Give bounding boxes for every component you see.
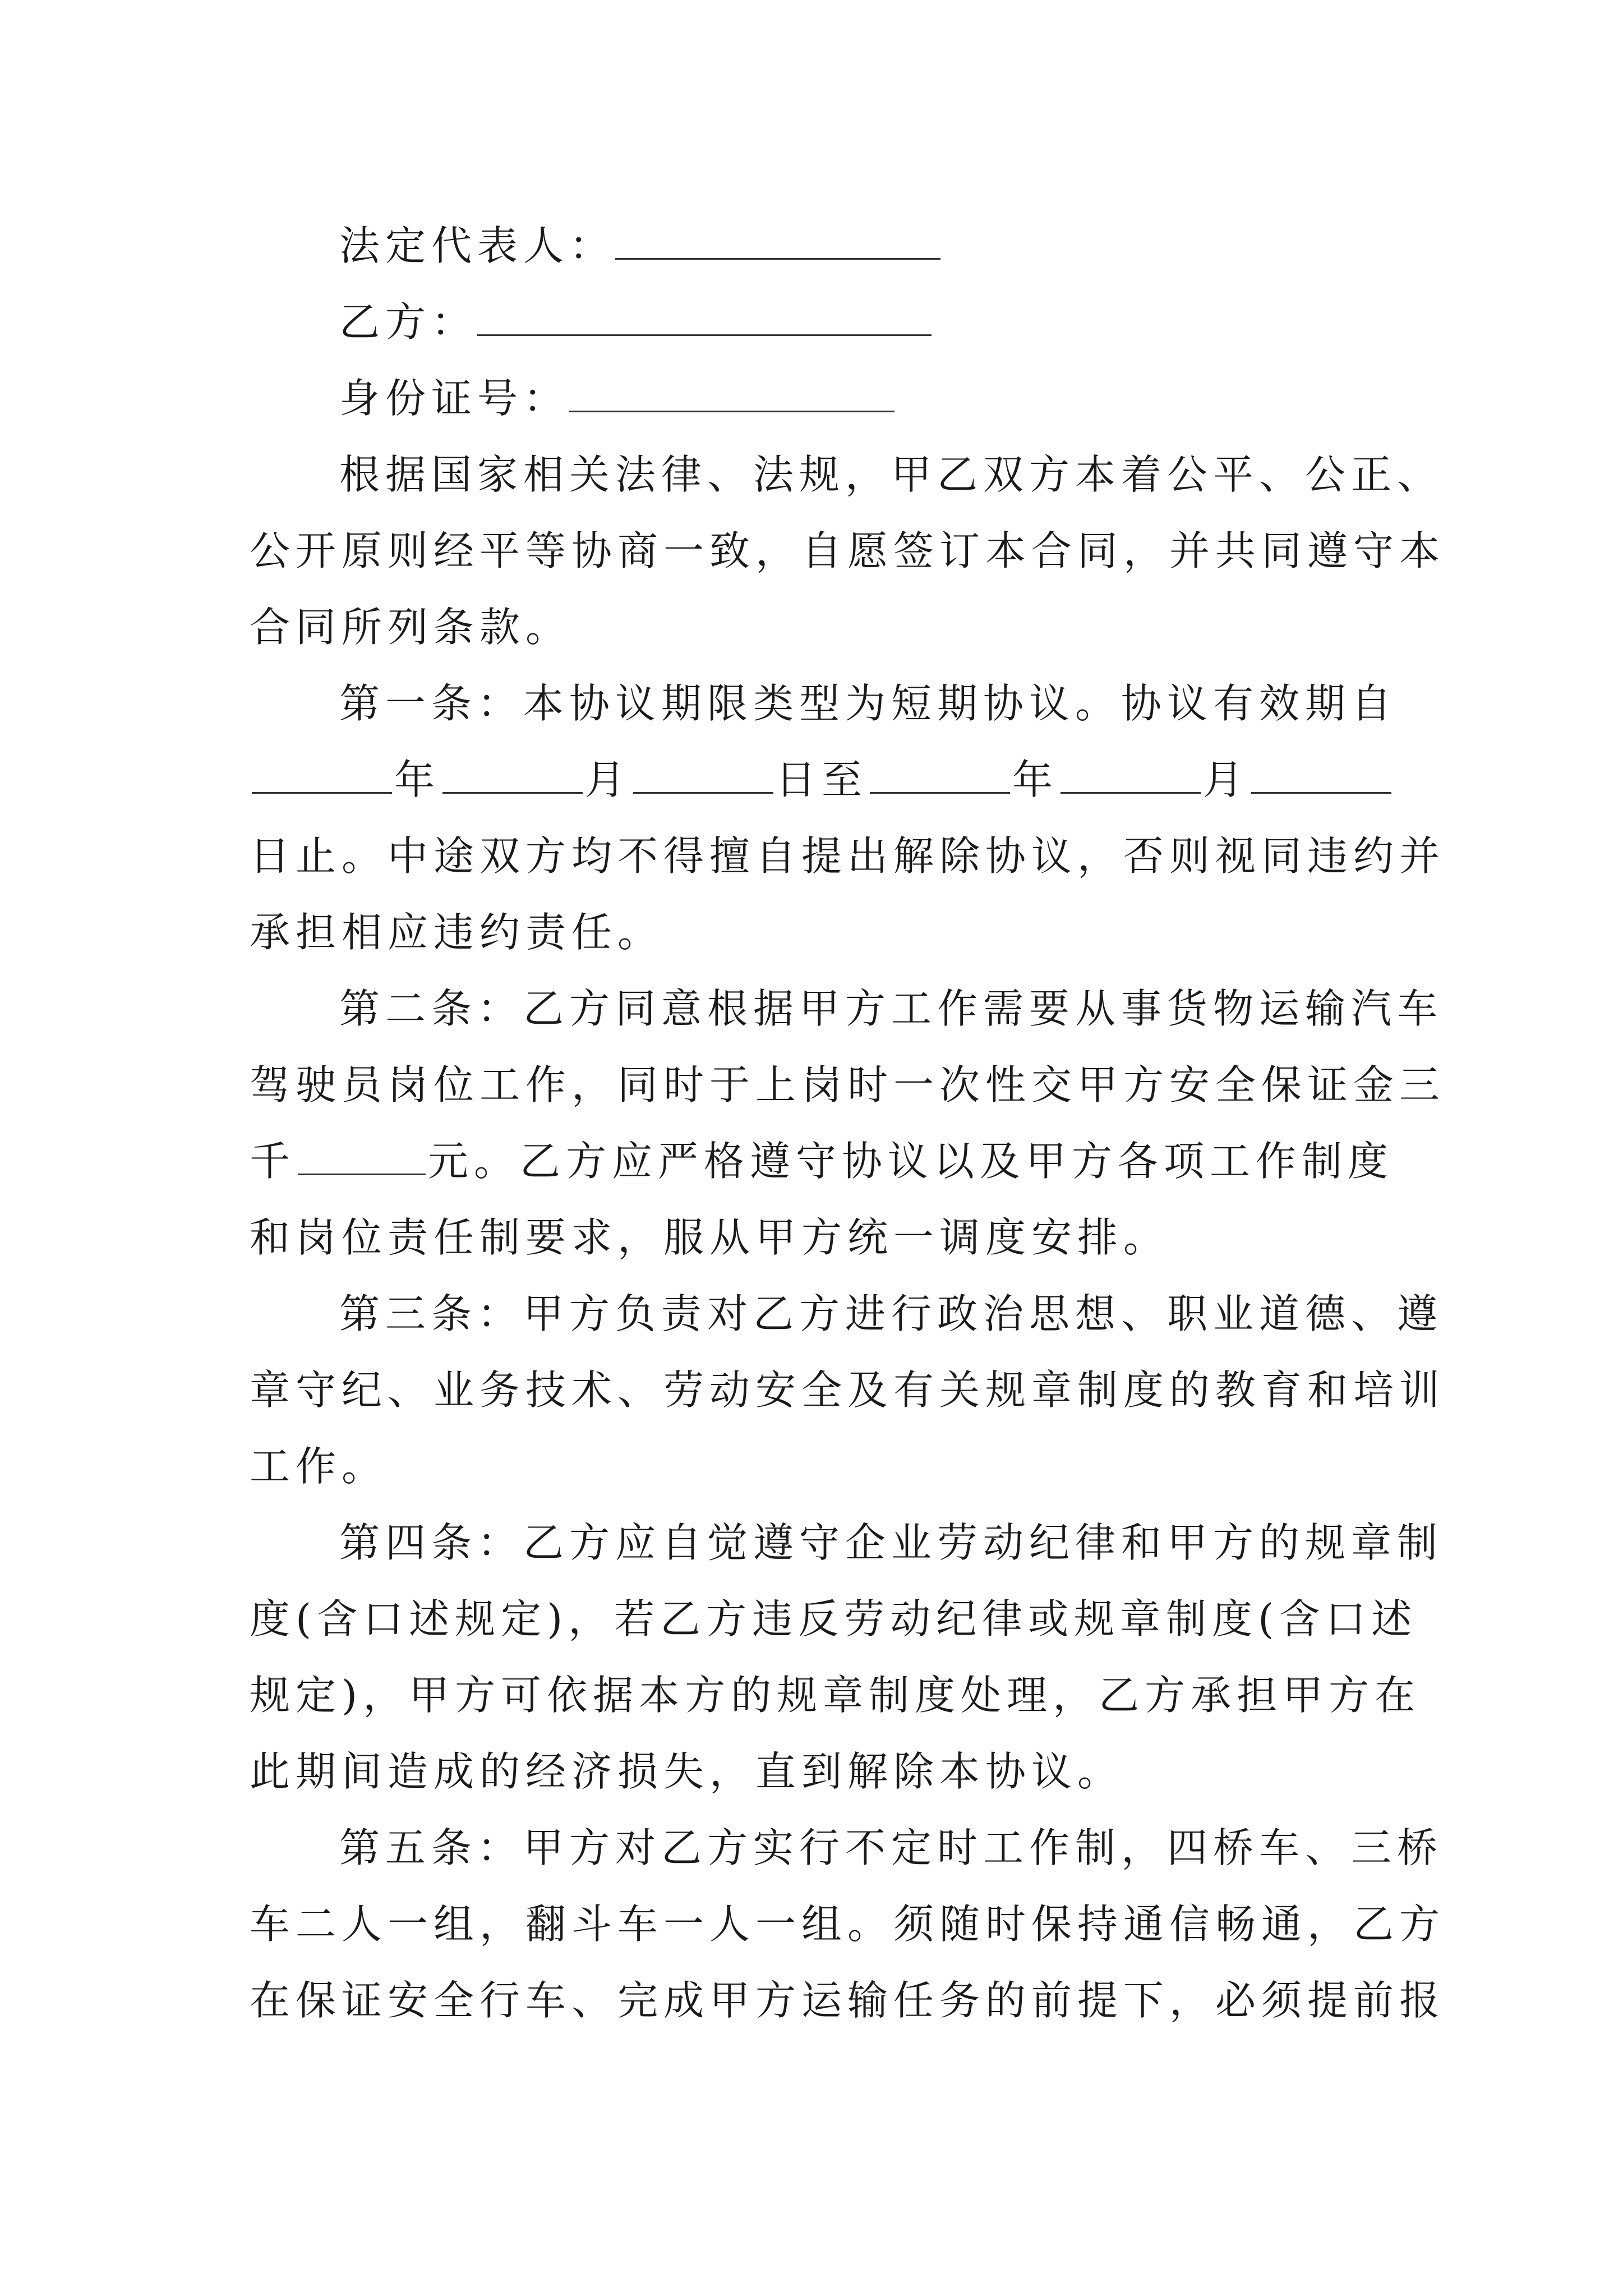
party-b-label: 乙方： <box>339 298 478 346</box>
article4-line-2: 度(含口述规定)，若乙方违反劳动纪律或规章制度(含口述 <box>250 1595 1418 1642</box>
article5-line-1: 第五条：甲方对乙方实行不定时工作制，四桥车、三桥 <box>339 1824 1444 1871</box>
end-day-blank[interactable] <box>1251 747 1391 794</box>
article2-line-3 <box>250 1123 1394 1199</box>
end-month-blank[interactable] <box>1061 747 1201 794</box>
id-number-label: 身份证号： <box>339 375 570 422</box>
article4-line-1: 第四条：乙方应自觉遵守企业劳动纪律和甲方的规章制 <box>339 1519 1444 1566</box>
article4-line-4: 此期间造成的经济损失，直到解除本协议。 <box>250 1748 1124 1795</box>
date-unit-to: 日至 <box>775 756 868 803</box>
article1-date-row <box>250 742 1394 818</box>
article2-line-2: 驾驶员岗位工作，同时于上岗时一次性交甲方安全保证金三 <box>250 1061 1446 1108</box>
date-unit-start-year: 年 <box>394 756 440 803</box>
article1-line-4: 承担相应违约责任。 <box>250 909 664 956</box>
article4-line-3: 规定)，甲方可依据本方的规章制度处理，乙方承担甲方在 <box>250 1672 1421 1719</box>
article1-line-1: 第一条：本协议期限类型为短期协议。协议有效期自 <box>339 680 1398 727</box>
id-number-blank[interactable] <box>569 366 895 412</box>
article3-line-3: 工作。 <box>250 1443 388 1490</box>
legal-rep-blank[interactable] <box>615 213 940 260</box>
start-day-blank[interactable] <box>633 747 773 794</box>
article5-line-3: 在保证安全行车、完成甲方运输任务的前提下，必须提前报 <box>250 1977 1446 2024</box>
start-month-blank[interactable] <box>442 747 583 794</box>
end-year-blank[interactable] <box>870 747 1010 794</box>
id-number-row <box>250 360 1394 436</box>
legal-rep-label: 法定代表人： <box>339 222 616 269</box>
party-b-blank[interactable] <box>477 289 932 336</box>
article2-line-3-suffix: 元。乙方应严格遵守协议以及甲方各项工作制度 <box>427 1138 1394 1185</box>
intro-line-2: 公开原则经平等协商一致，自愿签订本合同，并共同遵守本 <box>250 527 1446 574</box>
article1-line-3: 日止。中途双方均不得擅自提出解除协议，否则视同违约并 <box>250 832 1446 880</box>
article3-line-2: 章守纪、业务技术、劳动安全及有关规章制度的教育和培训 <box>250 1366 1446 1414</box>
contract-page <box>250 208 1446 2039</box>
intro-line-1: 根据国家相关法律、法规，甲乙双方本着公平、公正、 <box>339 451 1444 498</box>
start-year-blank[interactable] <box>252 747 392 794</box>
article2-line-4: 和岗位责任制要求，服从甲方统一调度安排。 <box>250 1214 1170 1261</box>
party-b-row <box>250 284 1394 360</box>
date-unit-end-month: 月 <box>1202 756 1249 803</box>
date-unit-end-year: 年 <box>1012 756 1058 803</box>
article5-line-2: 车二人一组，翻斗车一人一组。须随时保持通信畅通，乙方 <box>250 1901 1446 1948</box>
intro-line-3: 合同所列条款。 <box>250 604 572 651</box>
article2-line-1: 第二条：乙方同意根据甲方工作需要从事货物运输汽车 <box>339 985 1444 1032</box>
article2-line-3-prefix: 千 <box>250 1138 296 1185</box>
date-unit-start-month: 月 <box>584 756 631 803</box>
deposit-amount-blank[interactable] <box>298 1129 426 1175</box>
legal-rep-row <box>250 208 1394 284</box>
article3-line-1: 第三条：甲方负责对乙方进行政治思想、职业道德、遵 <box>339 1290 1444 1337</box>
